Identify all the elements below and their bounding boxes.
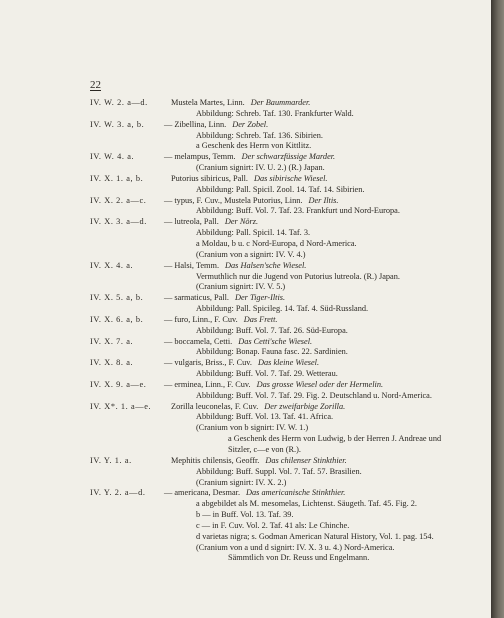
entry-line bbox=[0, 228, 491, 239]
specimen-code: IV. X. 4. a. bbox=[90, 260, 134, 270]
detail-line: Abbildung: Schreb. Taf. 130. Frankfurter Wald. bbox=[196, 108, 354, 118]
entry-line bbox=[0, 326, 491, 337]
entry-line bbox=[0, 239, 491, 250]
common-name: Das americanische Stinkthier. bbox=[246, 488, 346, 498]
common-name: Das Halsen'sche Wiesel. bbox=[225, 260, 307, 270]
detail-line: c — in F. Cuv. Vol. 2. Taf. 41 als: Le Chinche. bbox=[196, 520, 350, 530]
page-number: 22 bbox=[90, 79, 101, 91]
specimen-code: IV. X. 6. a, b. bbox=[90, 314, 144, 324]
common-name: Der Iltis. bbox=[308, 195, 339, 205]
entry-line bbox=[0, 347, 491, 358]
detail-line: (Cranium signirt: IV. U. 2.) (R.) Japan. bbox=[196, 163, 325, 173]
entry-line bbox=[0, 282, 491, 293]
entry-line bbox=[0, 120, 491, 131]
entry-line bbox=[0, 337, 491, 348]
entry-line bbox=[0, 488, 491, 499]
specimen-code: IV. Y. 2. a—d. bbox=[90, 488, 146, 498]
entry-line bbox=[0, 293, 491, 304]
species-binomial: — erminea, Linn., F. Cuv. bbox=[164, 379, 251, 389]
detail-line: Abbildung: Buff. Vol. 7. Taf. 23. Frankfurt und Nord-Europa. bbox=[196, 206, 400, 216]
detail-line: Abbildung: Buff. Vol. 7. Taf. 29. Fig. 2. Deutschland u. Nord-America. bbox=[196, 390, 432, 400]
entry-line bbox=[0, 423, 491, 434]
common-name: Der Nörz. bbox=[224, 217, 259, 227]
species-name bbox=[171, 402, 345, 413]
entry-line bbox=[0, 445, 491, 456]
entry-line bbox=[0, 131, 491, 142]
species-name bbox=[164, 152, 335, 163]
entry-line bbox=[0, 185, 491, 196]
detail-line: Abbildung: Buff. Vol. 7. Taf. 29. Wetterau. bbox=[196, 369, 338, 379]
common-name: Der zweifarbige Zorilla. bbox=[264, 401, 346, 411]
common-name: Der Tiger-Iltis. bbox=[234, 293, 286, 303]
entry-line bbox=[0, 315, 491, 326]
species-name bbox=[164, 337, 312, 348]
detail-line-indented: Sämmtlich von Dr. Reuss und Engelmann. bbox=[228, 553, 370, 563]
species-binomial: — Halsi, Temm. bbox=[164, 260, 220, 270]
entry-line bbox=[0, 499, 491, 510]
specimen-code: IV. X. 1. a, b. bbox=[90, 173, 144, 183]
specimen-code: IV. X. 7. a. bbox=[90, 336, 134, 346]
entry-line bbox=[0, 434, 491, 445]
entry-line bbox=[0, 217, 491, 228]
species-binomial: — furo, Linn., F. Cuv. bbox=[164, 314, 238, 324]
entry-line bbox=[0, 521, 491, 532]
specimen-code: IV. X. 5. a, b. bbox=[90, 293, 144, 303]
specimen-code: IV. W. 4. a. bbox=[90, 152, 135, 162]
detail-line: (Cranium von a und d signirt: IV. X. 3 u. 4.) Nord-America. bbox=[196, 542, 395, 552]
detail-line: Abbildung: Buff. Suppl. Vol. 7. Taf. 57. Brasilien. bbox=[196, 466, 362, 476]
species-binomial: Zorilla leuconelas, F. Cuv. bbox=[171, 401, 259, 411]
entry-line bbox=[0, 358, 491, 369]
common-name: Der Zobel. bbox=[232, 119, 269, 129]
species-name bbox=[164, 120, 268, 131]
entry-line bbox=[0, 532, 491, 543]
entry-line bbox=[0, 141, 491, 152]
entry-line bbox=[0, 412, 491, 423]
specimen-code: IV. X. 8. a. bbox=[90, 358, 134, 368]
species-name bbox=[164, 293, 285, 304]
species-binomial: — vulgaris, Briss., F. Cuv. bbox=[164, 358, 252, 368]
species-binomial: Putorius sibiricus, Pall. bbox=[171, 173, 248, 183]
detail-line: a Moldau, b u. c Nord-Europa, d Nord-America. bbox=[196, 238, 357, 248]
detail-line: b — in Buff. Vol. 13. Taf. 39. bbox=[196, 510, 294, 520]
species-name bbox=[164, 380, 383, 391]
species-binomial: — sarmaticus, Pall. bbox=[164, 293, 229, 303]
common-name: Der Baummarder. bbox=[250, 98, 311, 107]
entry-line bbox=[0, 467, 491, 478]
entry-line bbox=[0, 380, 491, 391]
species-name bbox=[171, 456, 347, 467]
species-name bbox=[164, 217, 258, 228]
species-binomial: — americana, Desmar. bbox=[164, 488, 241, 498]
entry-line bbox=[0, 553, 491, 564]
entry-line bbox=[0, 543, 491, 554]
species-name bbox=[164, 261, 306, 272]
detail-line: (Cranium von b signirt: IV. W. 1.) bbox=[196, 423, 309, 433]
entry-line bbox=[0, 402, 491, 413]
species-name bbox=[164, 196, 338, 207]
species-name bbox=[164, 358, 319, 369]
entry-line bbox=[0, 369, 491, 380]
entry-line bbox=[0, 206, 491, 217]
species-name bbox=[171, 98, 310, 109]
specimen-code: IV. Y. 1. a. bbox=[90, 455, 132, 465]
common-name: Das grosse Wiesel oder der Hermelin. bbox=[256, 379, 384, 389]
common-name: Der schwarzfüssige Marder. bbox=[241, 152, 336, 162]
common-name: Das sibirische Wiesel. bbox=[253, 173, 328, 183]
entry-line bbox=[0, 510, 491, 521]
detail-line: (Cranium signirt: IV. V. 5.) bbox=[196, 282, 286, 292]
common-name: Das Cetti'sche Wiesel. bbox=[238, 336, 313, 346]
species-name bbox=[164, 315, 278, 326]
detail-line: a abgebildet als M. mesomelas, Lichtenst. Säugeth. Taf. 45. Fig. 2. bbox=[196, 499, 417, 509]
specimen-code: IV. X. 2. a—c. bbox=[90, 195, 147, 205]
species-binomial: Mustela Martes, Linn. bbox=[171, 98, 245, 107]
detail-line-indented: Sitzler, c—e von (R.). bbox=[228, 445, 301, 454]
entry-line bbox=[0, 109, 491, 120]
species-binomial: — melampus, Temm. bbox=[164, 152, 236, 162]
detail-line: (Cranium signirt: IV. X. 2.) bbox=[196, 477, 287, 487]
detail-line: Abbildung: Pall. Spicileg. 14. Taf. 4. Süd-Russland. bbox=[196, 304, 369, 314]
specimen-code: IV. W. 2. a—d. bbox=[90, 98, 148, 107]
species-name bbox=[164, 488, 345, 499]
common-name: Das kleine Wiesel. bbox=[258, 358, 320, 368]
entry-line bbox=[0, 456, 491, 467]
entry-line bbox=[0, 478, 491, 489]
species-binomial: — lutreola, Pall. bbox=[164, 217, 219, 227]
specimen-code: IV. X. 3. a—d. bbox=[90, 217, 147, 227]
entry-line bbox=[0, 250, 491, 261]
entry-line bbox=[0, 272, 491, 283]
specimen-code: IV. X. 9. a—e. bbox=[90, 379, 147, 389]
entry-line bbox=[0, 261, 491, 272]
detail-line: Abbildung: Pall. Spicil. 14. Taf. 3. bbox=[196, 228, 311, 238]
entry-line bbox=[0, 196, 491, 207]
page-edge bbox=[491, 0, 504, 618]
species-binomial: — typus, F. Cuv., Mustela Putorius, Linn. bbox=[164, 195, 303, 205]
entry-line bbox=[0, 163, 491, 174]
species-binomial: — Zibellina, Linn. bbox=[164, 119, 227, 129]
species-binomial: Mephitis chilensis, Geoffr. bbox=[171, 455, 260, 465]
specimen-code: IV. W. 3. a, b. bbox=[90, 119, 145, 129]
entry-line bbox=[0, 152, 491, 163]
detail-line: Abbildung: Pall. Spicil. Zool. 14. Taf. 14. Sibirien. bbox=[196, 184, 365, 194]
common-name: Das chilenser Stinkthier. bbox=[265, 455, 347, 465]
species-name bbox=[171, 174, 328, 185]
entry-line bbox=[0, 304, 491, 315]
detail-line: Abbildung: Bonap. Fauna fasc. 22. Sardinien. bbox=[196, 347, 348, 357]
detail-line: Vermuthlich nur die Jugend von Putorius lutreola. (R.) Japan. bbox=[196, 271, 400, 281]
entry-line bbox=[0, 174, 491, 185]
specimen-code: IV. X*. 1. a—e. bbox=[90, 401, 152, 411]
entry-line bbox=[0, 98, 491, 109]
entry-line bbox=[0, 391, 491, 402]
detail-line: Abbildung: Buff. Vol. 13. Taf. 41. Africa. bbox=[196, 412, 334, 422]
detail-line: Abbildung: Schreb. Taf. 136. Sibirien. bbox=[196, 130, 323, 140]
detail-line: (Cranium von a signirt: IV. V. 4.) bbox=[196, 249, 306, 259]
detail-line: Abbildung: Buff. Vol. 7. Taf. 26. Süd-Europa. bbox=[196, 325, 348, 335]
detail-line: a Geschenk des Herrn von Kittlitz. bbox=[196, 141, 312, 151]
catalogue-entries bbox=[0, 98, 491, 564]
common-name: Das Frett. bbox=[243, 314, 278, 324]
detail-line-indented: a Geschenk des Herrn von Ludwig, b der Herren J. Andreae und bbox=[228, 434, 442, 444]
species-binomial: — boccamela, Cetti. bbox=[164, 336, 233, 346]
detail-line: d varietas nigra; s. Godman American Natural History, Vol. 1. pag. 154. bbox=[196, 531, 434, 541]
